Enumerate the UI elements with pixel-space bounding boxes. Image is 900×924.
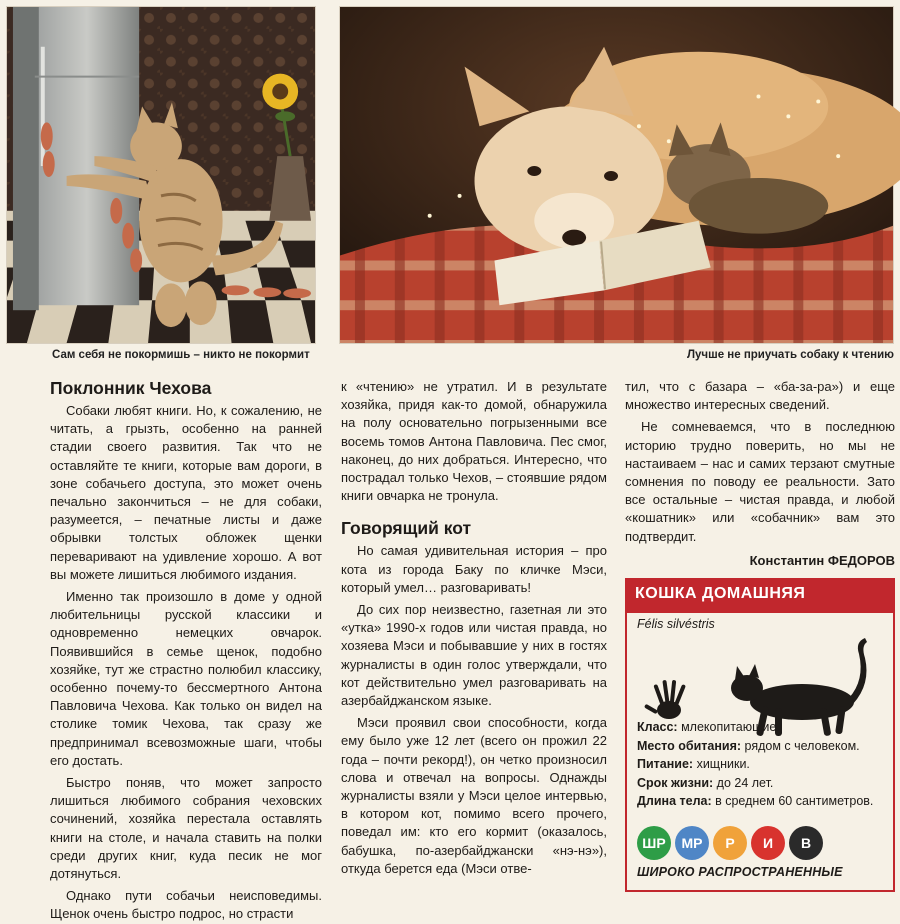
fact-lifespan: Срок жизни: до 24 лет.	[637, 775, 774, 790]
caption-dog-photo: Лучше не приучать собаку к чтению	[686, 349, 894, 361]
article1-continuation: к «чтению» не утратил. И в результате хозяйка, придя как-то домой, обнаружила на полу основательно погрызенными все восемь томов Антона Павловича. Пес смог, наконец, до них добраться. Интересно, что пострадал только Чехов, – стоявшие рядом книги овчарка не тронула.	[341, 379, 607, 504]
cat-fridge-illustration	[7, 7, 315, 343]
infobox-facts	[637, 718, 893, 811]
status-badge-extinct: В	[789, 826, 823, 860]
article1-paragraph: Именно так произошло в доме у одной любительницы русской классики и одновременно немецких овчарок. Появившийся в семье щенок, подобно хозяйке, тут же страстно полюбил классику, особенно почему-то бессмертного Антона Павловича Чехова. Как только он видел на столике томик Чехова, так сразу же предпринимал всевозможные шаги, чтобы его достать.	[50, 589, 322, 768]
fact-body-length: Длина тела: в среднем 60 сантиметров.	[637, 794, 874, 808]
dog-book-illustration	[340, 7, 893, 343]
species-infobox	[625, 578, 895, 892]
column-1	[50, 375, 322, 922]
article-title-talking-cat: Говорящий кот	[341, 518, 472, 539]
column-3	[625, 378, 895, 573]
article1-paragraph: Собаки любят книги. Но, к сожалению, не читать, а грызть, особенно на ранней стадии своего развития. Так что не оставляйте те книги, которые вам дороги, в зоне собачьего доступа, это может очень печально закончиться – не для собаки, разумеется, – печатные листы и даже обрывки толстых обложек щенки переваривают на удивление хорошо. А вот вы можете лишиться любимого издания.	[50, 403, 322, 582]
article1-paragraph: Однако пути собачьи неисповедимы. Щенок очень быстро подрос, но страсти	[50, 888, 322, 922]
fact-habitat: Место обитания: рядом с человеком.	[637, 738, 860, 753]
article1-paragraph: Быстро поняв, что может запросто лишиться любимого собрания чеховских сочинений, хозяйка перестала оставлять книги на столе, и начала ставить на полки среди других книг, куда песик не мог дотянуться.	[50, 775, 322, 882]
author-byline: Константин ФЕДОРОВ	[749, 552, 895, 568]
status-badge-few: МР	[675, 826, 709, 860]
status-badge-endangered: И	[751, 826, 785, 860]
article2-paragraph: До сих пор неизвестно, газетная ли это «утка» 1990-х годов или чистая правда, но хозяева Мэси и побывавшие у них в гостях журналисты в один голос утверждали, что кот действительно умел разговаривать на азербайджанском языке.	[341, 602, 607, 709]
status-caption: ШИРОКО РАСПРОСТРАНЕННЫЕ	[637, 865, 843, 879]
caption-cat-photo: Сам себя не покормишь – никто не покормит	[52, 349, 310, 361]
article2-paragraph: Но самая удивительная история – про кота из города Баку по кличке Мэси, который умел… разговаривать!	[341, 543, 607, 595]
infobox-latin-name: Félis silvéstris	[637, 617, 715, 631]
conservation-status-row	[637, 826, 823, 860]
article2-continuation: Не сомневаемся, что в последнюю историю трудно поверить, но мы не настаиваем – нас и самих терзают смутные сомнения по поводу ее реальности. Зато все остальные – чистая правда, и любой «кошатник» или «собачник» вам это подтвердит.	[625, 419, 895, 544]
article-title-chekhov-fan: Поклонник Чехова	[50, 378, 212, 398]
article2-paragraph: Мэси проявил свои способности, когда ему было уже 12 лет (всего он прожил 22 года – почти рекорд!), он четко произносил слова и отвечал на вопросы. Однажды журналисты взяли у Мэси целое интервью, в котором кот, помимо всего прочего, поведал им: кто его кормит (оказалось, бабушка, по-азербайджански «нэ-нэ»), откуда берется еда (Мэси отве-	[341, 715, 607, 876]
fact-class: Класс: млекопитающие.	[637, 720, 780, 734]
photo-dog-book	[339, 6, 894, 344]
infobox-title: КОШКА ДОМАШНЯЯ	[627, 580, 893, 613]
fact-diet: Питание: хищники.	[637, 757, 750, 771]
photo-cat-fridge	[6, 6, 316, 344]
status-badge-widespread: ШР	[637, 826, 671, 860]
column-2	[341, 378, 607, 903]
article2-continuation: тил, что с базара – «ба-за-ра») и еще множество интересных сведений.	[625, 379, 895, 413]
status-badge-rare: Р	[713, 826, 747, 860]
